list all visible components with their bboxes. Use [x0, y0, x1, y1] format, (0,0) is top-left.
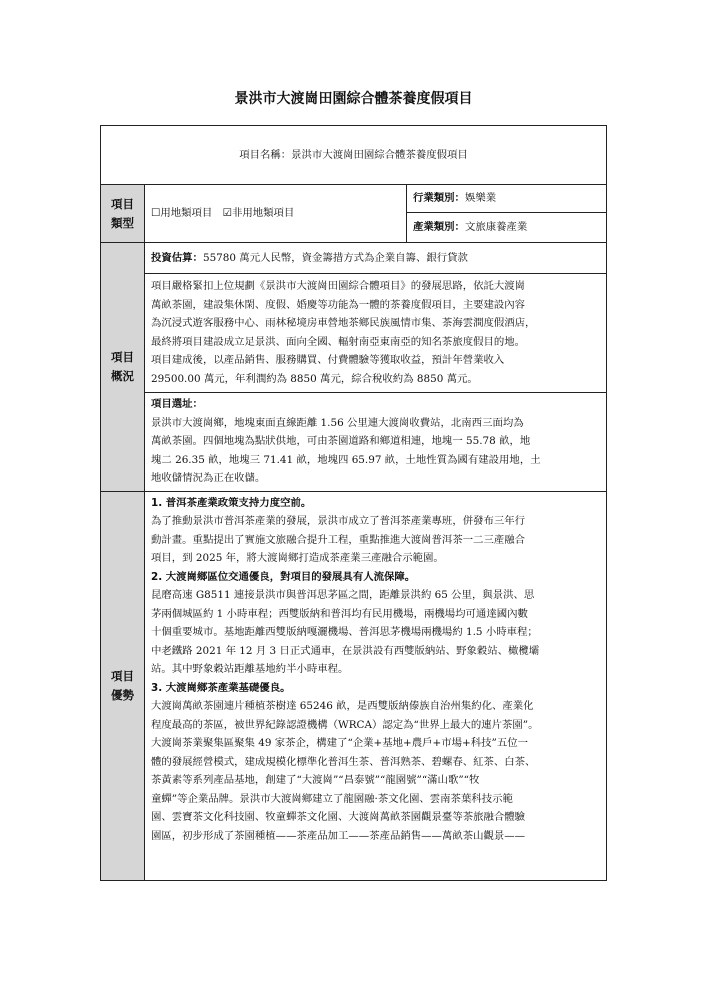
description-row: [101, 274, 607, 393]
advantage-line: 大渡崗茶業聚集區聚集 49 家茶企，構建了“企業+基地+農戶+市場+科技”五位一: [151, 737, 528, 749]
description-line: 項目建成後，以產品銷售、服務購買、付費體驗等獲取收益，預計年營業收入: [151, 354, 505, 366]
advantage-line: 動計畫。重點提出了實施文旅融合提升工程，重點推進大渡崗普洱茶一二三產融合: [151, 533, 526, 546]
industry-cell: [407, 185, 607, 213]
sector-value: 文旅康養產業: [464, 221, 528, 234]
document-title: 景洪市大渡崗田園綜合體茶養度假項目: [234, 91, 473, 107]
type-header-line-2: 類型: [111, 215, 134, 230]
site-line: 景洪市大渡崗鄉，地塊東面直線距離 1.56 公里連大渡崗收費站，北南西三面均為: [151, 416, 524, 429]
advantage-line: 中老鐵路 2021 年 12 月 3 日正式通車，在景洪設有西雙版納站、野象穀站、橄欖壩: [151, 644, 540, 657]
advantage-line: 程度最高的茶區，被世界紀錄認證機構（WRCA）認定為“世界上最大的連片茶園”。: [151, 718, 539, 731]
project-name: 項目名稱：景洪市大渡崗田園綜合體茶養度假項目: [101, 126, 607, 185]
site-line: 塊二 26.35 畝，地塊三 71.41 畝，地塊四 65.97 畝，土地性質為國有建設用地，土: [151, 453, 541, 466]
overview-header: [101, 243, 145, 492]
site-line: 地收儲情況為正在收儲。: [151, 472, 266, 484]
project-table: [100, 125, 607, 881]
sector-label: 產業類別：: [413, 221, 465, 234]
type-options: ☐用地類項目 ☑非用地類項目: [145, 185, 407, 243]
sector-cell: [407, 213, 607, 243]
investment-value: 55780 萬元人民幣，資金籌措方式為企業自籌、銀行貸款: [202, 251, 468, 264]
site-label: 項目選址：: [151, 398, 203, 410]
description-line: 項目嚴格緊扣上位規劃《景洪市大渡崗田園綜合體項目》的發展思路，依託大渡崗: [151, 280, 526, 292]
advantage-heading-1: 1. 普洱茶產業政策支持力度空前。: [151, 496, 312, 509]
advantage-line: 大渡崗萬畝茶園連片種植茶樹達 65246 畝，是西雙版納傣族自治州集約化、產業化: [151, 700, 534, 712]
advantages-header-line-2: 優勢: [111, 687, 134, 702]
advantage-line: 為了推動景洪市普洱茶產業的發展，景洪市成立了普洱茶產業專班，併發布三年行: [151, 515, 526, 527]
industry-value: 娛樂業: [464, 192, 497, 205]
advantage-line: 茶黃素等系列產品基地，創建了“大渡崗”“昌泰號”“龍園號”“滿山歌”“牧: [151, 774, 480, 786]
advantage-line: 童蟬”等企業品牌。景洪市大渡崗鄉建立了龍園融·茶文化園、雲南茶葉科技示範: [151, 792, 513, 805]
project-name-row: [101, 126, 607, 185]
advantage-heading-3: 3. 大渡崗鄉茶產業基礎優良。: [151, 681, 291, 694]
advantage-line: 昆磨高速 G8511 連接景洪市與普洱思茅區之間，距離景洪約 65 公里，與景洪、思: [151, 589, 535, 601]
advantage-line: 站。其中野象穀站距離基地約半小時車程。: [151, 663, 349, 675]
description-line: 萬畝茶園，建設集休閑、度假、婚慶等功能為一體的茶養度假項目，主要建設內容: [151, 298, 526, 311]
advantage-line: 茅兩個城區約 1 小時車程；西雙版納和普洱均有民用機場，兩機場均可通達國內數: [151, 607, 528, 620]
advantage-line: 園區，初步形成了茶園種植——茶產品加工——茶產品銷售——萬畝茶山觀景——: [151, 829, 526, 842]
advantage-line: 十個重要城市。基地距離西雙版納嘎灑機場、普洱思茅機場兩機場約 1.5 小時車程；: [151, 626, 538, 638]
site-line: 萬畝茶園。四個地塊為點狀供地，可由茶園道路和鄉道相連，地塊一 55.78 畝，地: [151, 435, 531, 447]
description-line: 最終將項目建設成立足景洪、面向全國、輻射南亞東南亞的知名茶旅度假目的地。: [151, 335, 526, 348]
overview-header-line-1: 項目: [111, 349, 134, 364]
advantages-row: [101, 491, 607, 880]
type-header: [101, 185, 145, 243]
industry-label: 行業類別：: [413, 192, 465, 205]
advantage-line: 園、雲寶茶文化科技園、牧童蟬茶文化園、大渡崗萬畝茶園觀景臺等茶旅融合體驗: [151, 811, 526, 823]
description-line: 為沉浸式遊客服務中心、雨林秘境房車營地茶鄉民族風情市集、茶海雲澗度假酒店，: [151, 317, 536, 329]
investment-label: 投資估算：: [151, 251, 203, 264]
advantage-line: 項目，到 2025 年，將大渡崗鄉打造成茶產業三產融合示範園。: [151, 552, 444, 564]
type-row-1: [101, 185, 607, 213]
investment-row: [101, 243, 607, 274]
advantages-header: [101, 491, 145, 880]
type-header-line-1: 項目: [111, 196, 134, 211]
site-row: [101, 393, 607, 492]
description-line: 29500.00 萬元，年利潤約為 8850 萬元，綜合稅收約為 8850 萬元。: [151, 372, 478, 385]
overview-header-line-2: 概況: [111, 368, 134, 383]
description-cell: [145, 274, 607, 393]
investment-cell: [145, 243, 607, 274]
advantage-line: 體的發展經營模式，建成規模化標準化普洱生茶、普洱熟茶、碧螺春、紅茶、白茶、: [151, 755, 536, 768]
advantages-cell: [145, 491, 607, 880]
site-cell: [145, 393, 607, 492]
advantage-heading-2: 2. 大渡崗鄉區位交通優良，對項目的發展具有人流保障。: [151, 570, 416, 583]
advantages-header-line-1: 項目: [111, 668, 134, 683]
